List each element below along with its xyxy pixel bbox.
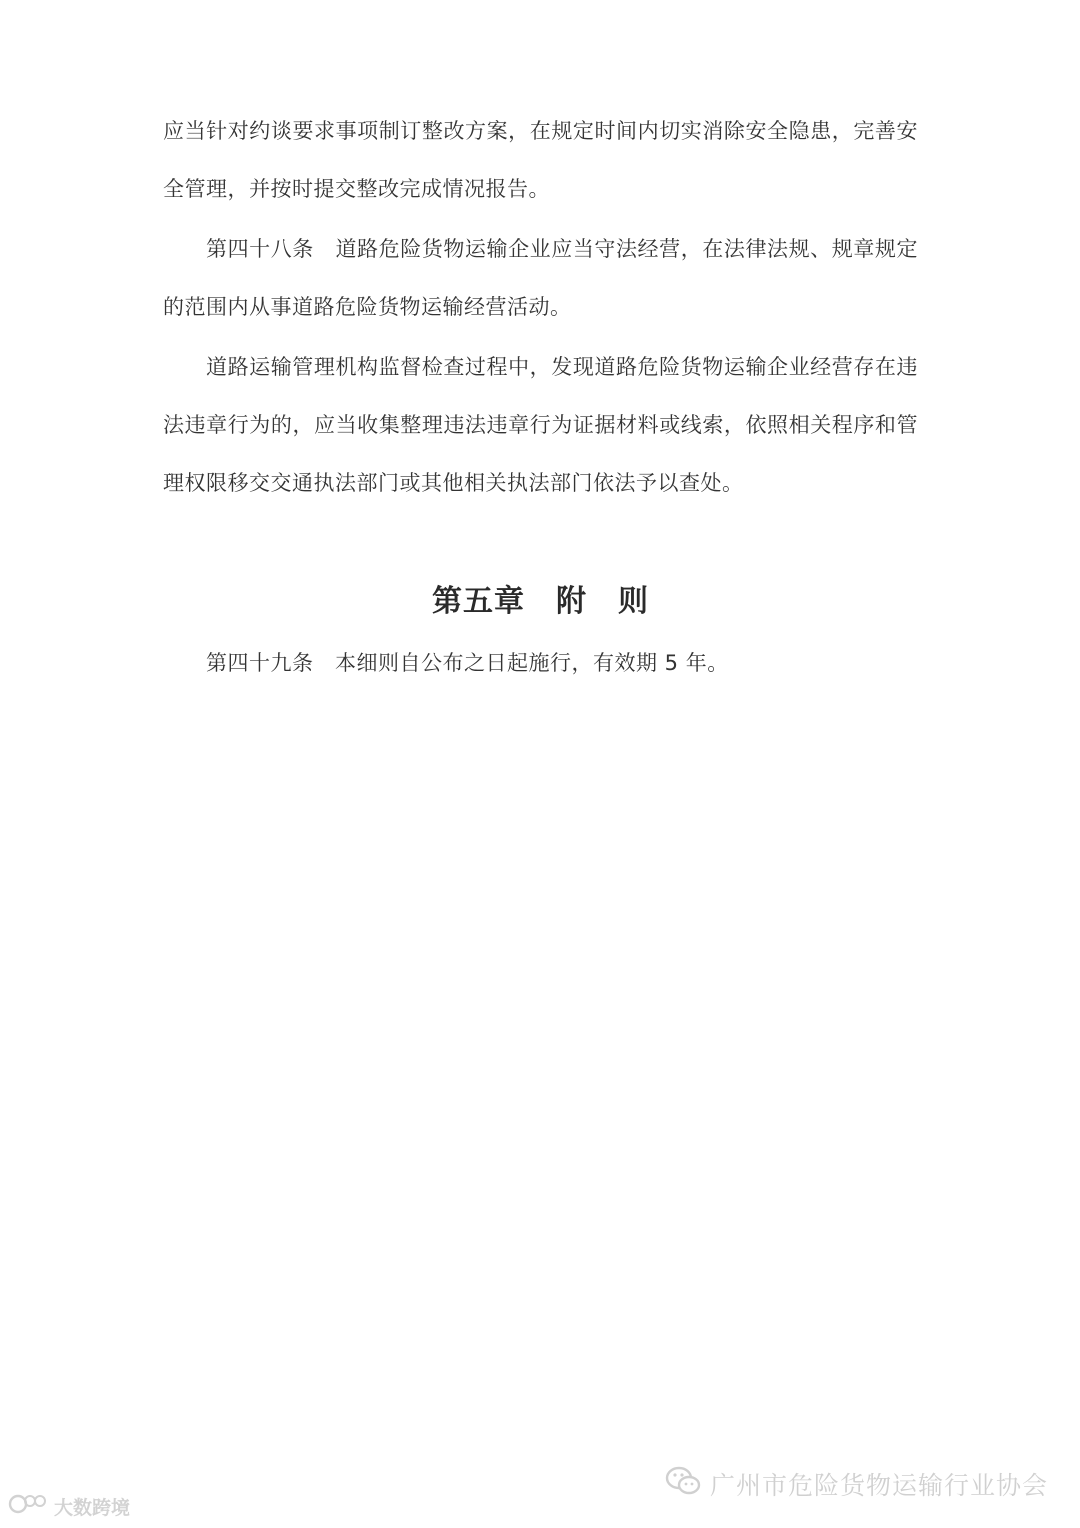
article-48-paragraph-2: 道路运输管理机构监督检查过程中，发现道路危险货物运输企业经营存在违法违章行为的，应当收集整理违法违章行为证据材料或线索，依照相关程序和管理权限移交交通执法部门或其他相关执法部门依法予以查处。 — [163, 355, 918, 495]
wechat-icon — [664, 1464, 702, 1504]
chapter-title: 第五章 附 则 — [432, 584, 649, 619]
watermark-text: 广州市危险货物运输行业协会 — [709, 1471, 1048, 1500]
wechat-watermark — [664, 1464, 1048, 1504]
article-48: 第四十八条 道路危险货物运输企业应当守法经营，在法律法规、规章规定的范围内从事道路危险货物运输经营活动。 — [163, 237, 918, 319]
footer-logo — [6, 1490, 130, 1523]
document-body — [163, 102, 918, 694]
article-49: 第四十九条 本细则自公布之日起施行，有效期 5 年。 — [206, 651, 729, 675]
logo-text: 大数跨境 — [54, 1497, 131, 1519]
paragraph-continuation: 应当针对约谈要求事项制订整改方案，在规定时间内切实消除安全隐患，完善安全管理，并按时提交整改完成情况报告。 — [163, 119, 918, 201]
logo-icon — [6, 1490, 50, 1523]
